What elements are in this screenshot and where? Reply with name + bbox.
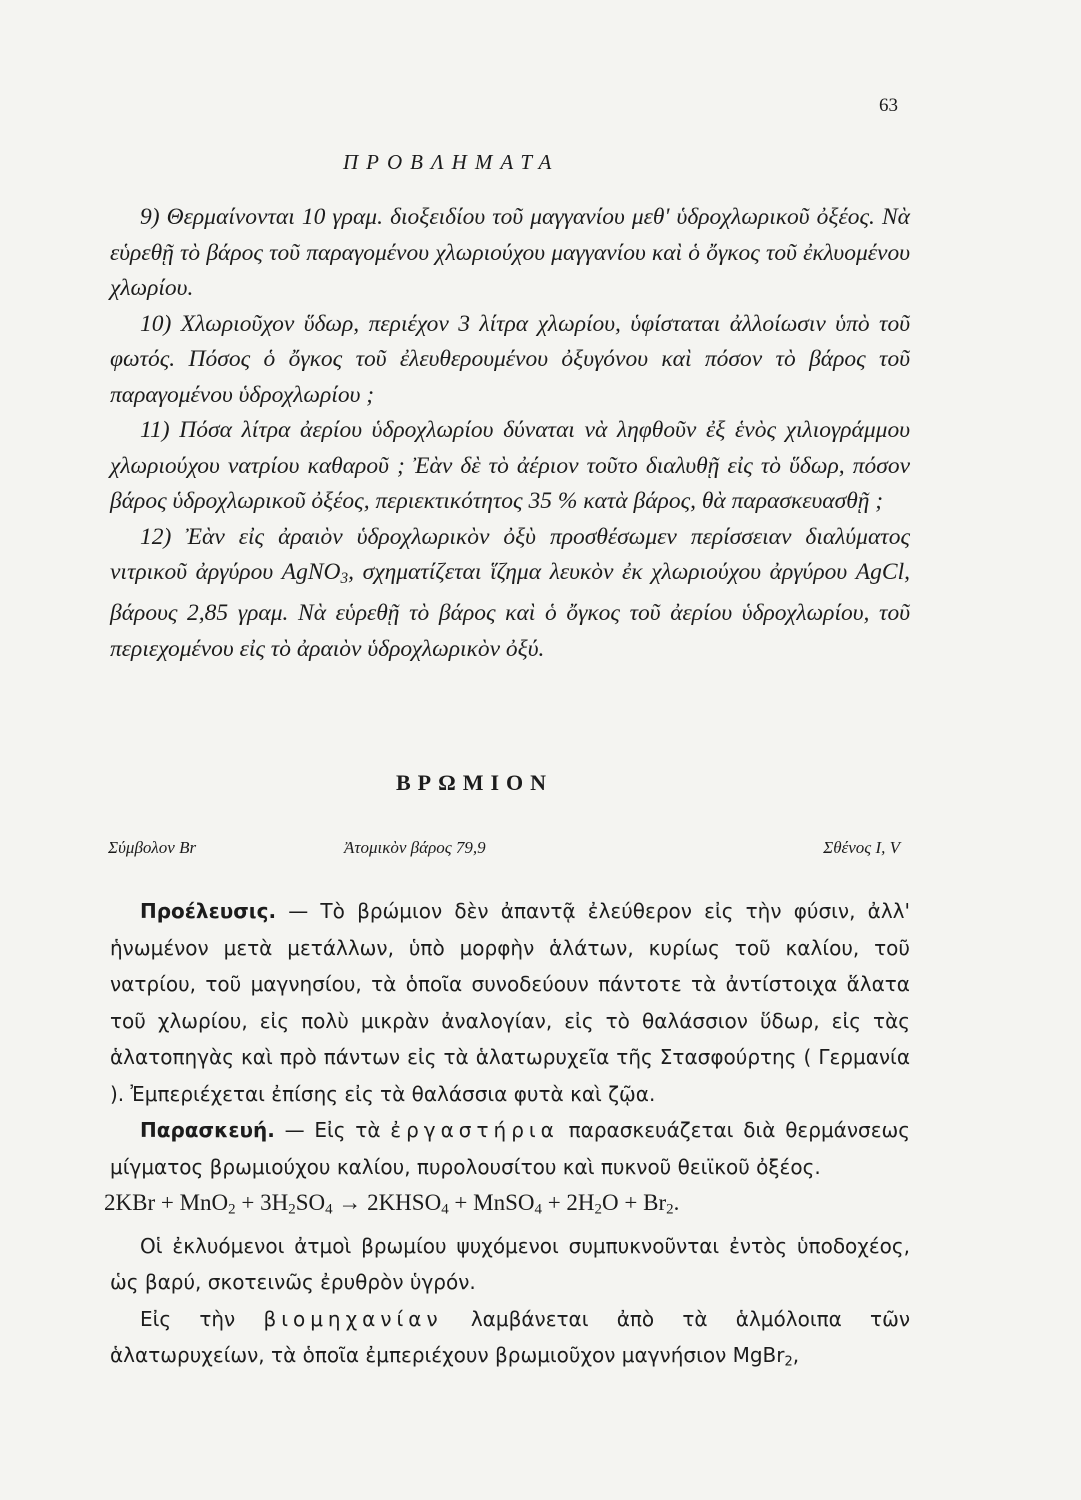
eq-subscript: 2	[288, 1201, 296, 1218]
eq-subscript: 2	[666, 1201, 674, 1218]
industry-text: λαμβάνεται ἀπὸ τὰ ἁλμόλοιπα τῶν ἁλατωρυχείων, τὰ ὁποῖα ἐμπεριέχουν βρωμιοῦχον μαγνήσιον	[110, 1306, 910, 1368]
formula-silver-nitrate	[282, 559, 348, 585]
formula-subscript: 3	[340, 569, 349, 587]
problem-text: Ἐὰν εἰς ἀραιὸν ὑδροχλωρικὸν ὀξὺ προσθέσωμεν περίσσειαν διαλύματος νιτρικοῦ ἀργύρου	[110, 523, 910, 585]
preparation-paragraph	[110, 1112, 910, 1185]
problem-text: , βάρους 2,85 γραμ. Νὰ εὑρεθῇ τὸ βάρος καὶ ὁ ὄγκος τοῦ ἀερίου ὑδροχλωρίου, τοῦ περιεχομένου εἰς τὸ ἀραιὸν ὑδροχλωρικὸν ὀξύ.	[110, 559, 910, 662]
problem-text: Χλωριοῦχον ὕδωρ, περιέχον 3 λίτρα χλωρίου, ὑφίσταται ἀλλοίωσιν ὑπὸ τοῦ φωτός. Πόσος ὁ ὄγκος τοῦ ἐλευθερουμένου ὀξυγόνου καὶ πόσον τὸ βάρος τοῦ παραγομένου ὑδροχλωρίου ;	[110, 310, 910, 408]
eq-part: .	[673, 1190, 680, 1215]
eq-part: + MnSO	[448, 1190, 535, 1215]
valence: Σθένος I, V	[823, 838, 900, 857]
problem-10	[110, 307, 910, 414]
emphasized-word: ἐργαστήρια	[390, 1118, 559, 1142]
eq-part: SO	[295, 1190, 326, 1215]
page-number: 63	[879, 95, 898, 116]
problem-number: 10)	[140, 310, 172, 337]
preparation-text: — Εἰς τὰ	[274, 1118, 391, 1142]
eq-subscript: 2	[594, 1201, 603, 1218]
preparation-heading: Παρασκευή.	[140, 1118, 275, 1142]
formula-base: AgNO	[281, 559, 341, 585]
industry-text: Εἰς τὴν	[140, 1306, 264, 1331]
industry-paragraph	[110, 1301, 910, 1381]
problems-list	[110, 200, 910, 667]
eq-part: + 2H	[541, 1190, 595, 1215]
problem-number: 12)	[140, 523, 172, 550]
eq-part: + 3H	[235, 1190, 289, 1215]
eq-part: 2KHSO	[367, 1190, 442, 1215]
problem-text: , σχηματίζεται ἵζημα λευκὸν ἐκ χλωριούχου ἀργύρου	[348, 559, 856, 585]
problem-text: Πόσα λίτρα ἀερίου ὑδροχλωρίου δύναται νὰ ληφθοῦν ἐξ ἑνὸς χιλιογράμμου χλωριούχου νατρίου καθαροῦ ; Ἐὰν δὲ τὸ ἀέριον τοῦτο διαλυθῇ εἰς τὸ ὕδωρ, πόσον βάρος ὑδροχλωρικοῦ ὀξέος, περιεκτικότητος 35 % κατὰ βάρος, θὰ παρασκευασθῇ ;	[110, 417, 910, 514]
problem-number: 9)	[140, 204, 160, 230]
eq-subscript: 2	[228, 1201, 236, 1218]
occurrence-text: — Τὸ βρώμιον δὲν ἀπαντᾷ ἐλεύθερον εἰς τὴν φύσιν, ἀλλ' ἡνωμένον μετὰ μετάλλων, ὑπὸ μορφὴν ἁλάτων, κυρίως τοῦ καλίου, τοῦ νατρίου, τοῦ μαγνησίου, τὰ ὁποῖα συνοδεύουν πάντοτε τὰ ἀντίστοιχα ἅλατα τοῦ χλωρίου, εἰς πολὺ μικρὰν ἀναλογίαν, εἰς τὸ θαλάσσιον ὕδωρ, εἰς τὰς ἁλατοπηγὰς καὶ πρὸ πάντων εἰς τὰ ἁλατωρυχεῖα τῆς Στασφούρτης ( Γερμανία ). Ἐμπεριέχεται ἐπίσης εἰς τὰ θαλάσσια φυτὰ καὶ ζῷα.	[110, 899, 910, 1106]
eq-subscript: 4	[325, 1201, 333, 1218]
chapter-title: ΒΡΩΜΙΟΝ	[396, 770, 554, 795]
formula-subscript: 2	[784, 1354, 793, 1370]
problem-9	[110, 200, 910, 307]
element-symbol: Σύμβολον Br	[108, 838, 197, 857]
formula-silver-chloride: AgCl	[855, 559, 905, 585]
section-header: ΠΡΟΒΛΗΜΑΤΑ	[343, 150, 560, 174]
occurrence-heading: Προέλευσις.	[140, 899, 277, 923]
chemical-equation	[104, 1185, 910, 1228]
problem-12	[110, 520, 910, 668]
eq-part: O + Br	[602, 1190, 667, 1215]
problem-number: 11)	[140, 417, 170, 443]
vapors-paragraph: Οἱ ἐκλυόμενοι ἀτμοὶ βρωμίου ψυχόμενοι συμπυκνοῦνται ἐντὸς ὑποδοχέος, ὡς βαρύ, σκοτεινῶς ἐρυθρὸν ὑγρόν.	[110, 1233, 910, 1295]
problem-11	[110, 413, 910, 520]
eq-subscript: 4	[534, 1201, 542, 1218]
occurrence-paragraph	[110, 893, 910, 1112]
atomic-weight: Ἀτομικὸν βάρος 79,9	[344, 838, 486, 857]
preparation-text: παρασκευάζεται διὰ θερμάνσεως μίγματος βρωμιούχου καλίου, πυρολουσίτου καὶ πυκνοῦ θειϊκοῦ ὀξέος.	[110, 1118, 910, 1179]
problem-text: Θερμαίνονται 10 γραμ. διοξειδίου τοῦ μαγγανίου μεθ' ὑδροχλωρικοῦ ὀξέος. Νὰ εὑρεθῇ τὸ βάρος τοῦ παραγομένου χλωριούχου μαγγανίου καὶ ὁ ὄγκος τοῦ ἐκλυομένου χλωρίου.	[110, 204, 910, 301]
eq-part: 2KBr + MnO	[104, 1190, 229, 1215]
eq-subscript: 4	[441, 1201, 449, 1218]
reaction-arrow: →	[332, 1190, 368, 1215]
industry-text: ,	[792, 1343, 800, 1368]
formula-magnesium-bromide: MgBr	[732, 1343, 785, 1368]
emphasized-word: βιομηχανίαν	[263, 1306, 443, 1331]
body-text	[104, 893, 910, 1381]
